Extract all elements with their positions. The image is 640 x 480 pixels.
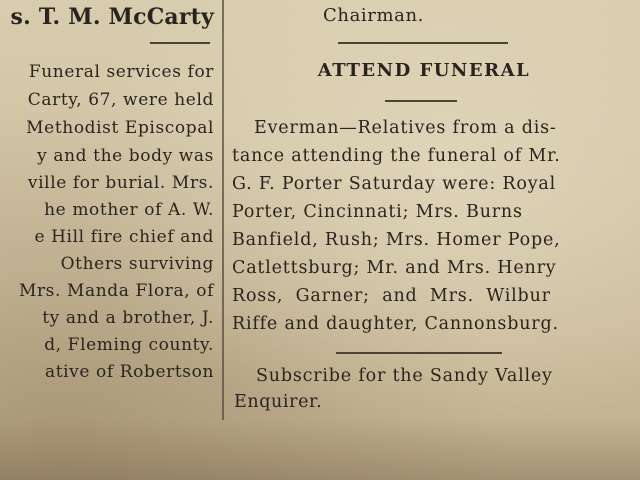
article-headline: ATTEND FUNERAL <box>317 60 531 81</box>
left-text-line: Carty, 67, were held <box>27 90 214 110</box>
article-line: Banfield, Rush; Mrs. Homer Pope, <box>232 230 561 250</box>
article-end-rule <box>336 352 502 354</box>
article-line: G. F. Porter Saturday were: Royal <box>232 174 557 194</box>
article-separator-rule <box>338 42 508 44</box>
left-text-line: ville for burial. Mrs. <box>27 173 214 193</box>
left-text-line: y and the body was <box>37 146 214 166</box>
article-line: Ross, Garner; and Mrs. Wilbur <box>232 286 551 306</box>
subscribe-notice-line: Subscribe for the Sandy Valley <box>256 366 553 386</box>
left-text-line: Methodist Episcopal <box>26 118 214 138</box>
left-text-line: ty and a brother, J. <box>42 308 214 328</box>
article-line: Riffe and daughter, Cannonsburg. <box>232 314 559 334</box>
article-line: Catlettsburg; Mr. and Mrs. Henry <box>232 258 557 278</box>
left-text-line: d, Fleming county. <box>44 335 214 355</box>
left-heading-rule <box>150 42 210 44</box>
right-column <box>228 0 640 430</box>
left-text-line: e Hill fire chief and <box>34 227 214 247</box>
left-text-line: ative of Robertson <box>44 362 214 382</box>
subscribe-notice-line: Enquirer. <box>234 392 323 412</box>
headline-rule <box>385 100 457 102</box>
page-shadow <box>0 420 640 480</box>
article-line: Porter, Cincinnati; Mrs. Burns <box>232 202 523 222</box>
article-line: Everman—Relatives from a dis- <box>254 118 557 138</box>
left-text-line: Others surviving <box>60 254 214 274</box>
left-column <box>0 0 218 420</box>
previous-article-ending: Chairman. <box>323 5 424 26</box>
left-text-line: he mother of A. W. <box>44 200 214 220</box>
column-divider <box>222 0 224 420</box>
left-text-line: Funeral services for <box>28 62 214 82</box>
left-text-line: Mrs. Manda Flora, of <box>18 281 214 301</box>
article-line: tance attending the funeral of Mr. <box>232 146 561 166</box>
left-column-heading: s. T. M. McCarty <box>10 4 214 30</box>
